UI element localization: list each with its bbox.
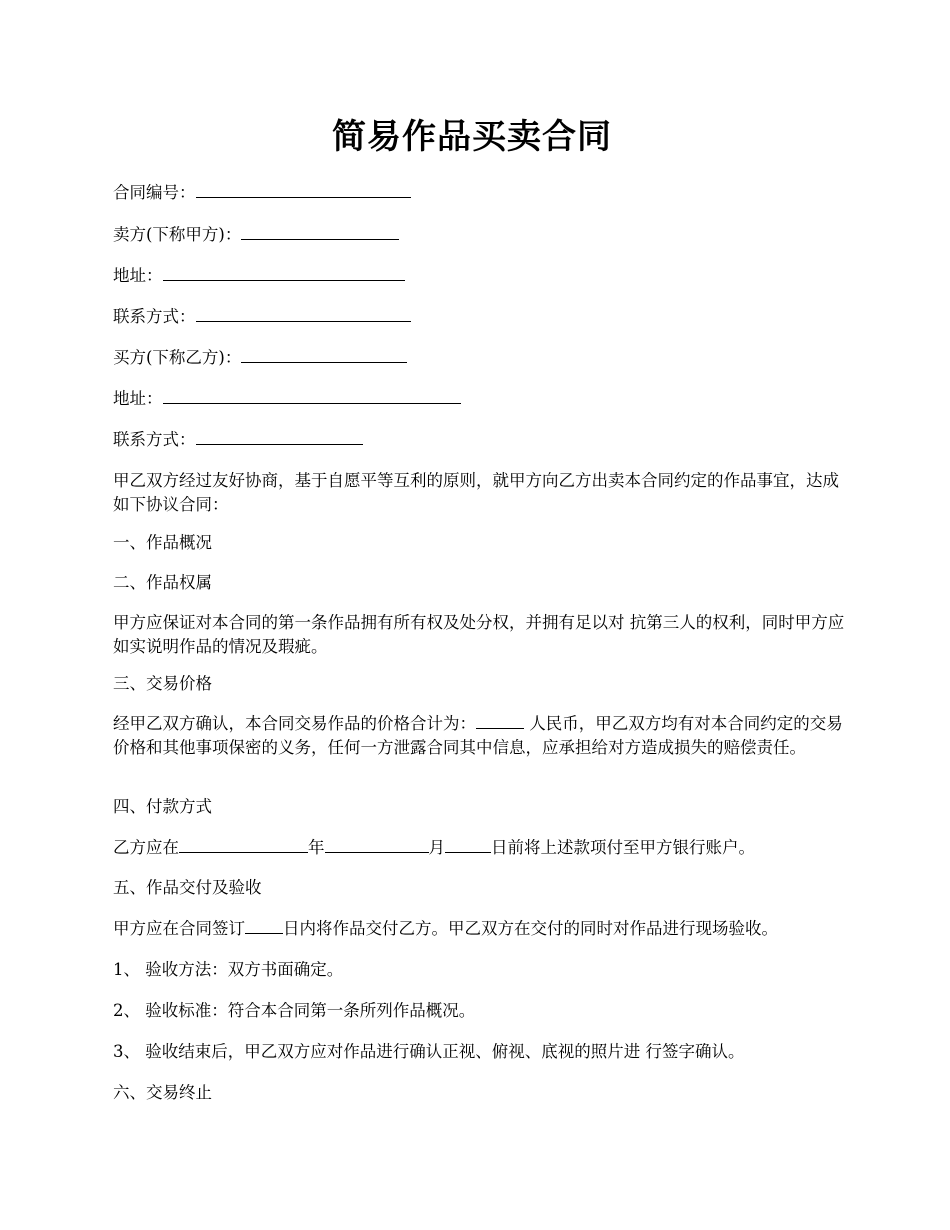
buyer-contact-label: 联系方式：	[113, 430, 196, 449]
section-2-paragraph: 甲方应保证对本合同的第一条作品拥有所有权及处分权，并拥有足以对 抗第三人的权利，同时甲方应如实说明作品的情况及瑕疵。	[113, 613, 845, 656]
section-2-heading: 二、作品权属	[113, 573, 212, 592]
seller-address-line	[113, 263, 405, 288]
buyer-address-blank	[163, 386, 461, 404]
payment-month-blank	[325, 835, 429, 853]
contract-number-line	[113, 180, 411, 205]
delivery-line	[113, 916, 778, 941]
intro-paragraph: 甲乙双方经过友好协商，基于自愿平等互利的原则，就甲方向乙方出卖本合同约定的作品事宜，达成如下协议合同：	[113, 471, 839, 514]
section-5-heading: 五、作品交付及验收	[113, 878, 262, 897]
price-text-end: 人民币，甲乙双方均有对本合同约定的交易价格和其他事项保密的义务，任何一方泄露合同其中信息，应承担给对方造成损失的赔偿责任。	[113, 714, 843, 757]
payment-line	[113, 835, 755, 860]
seller-contact-blank	[196, 304, 411, 322]
buyer-blank	[241, 345, 407, 363]
seller-address-label: 地址：	[113, 266, 163, 285]
buyer-contact-blank	[196, 427, 363, 445]
section-3-paragraph	[113, 711, 853, 760]
acceptance-item-3: 3、 验收结束后，甲乙双方应对作品进行确认正视、俯视、底视的照片进 行签字确认。	[113, 1042, 745, 1061]
buyer-line	[113, 345, 407, 370]
section-1-heading: 一、作品概况	[113, 533, 212, 552]
seller-label: 卖方(下称甲方)：	[113, 225, 242, 244]
price-blank	[476, 711, 524, 729]
section-3-heading: 三、交易价格	[113, 674, 212, 693]
contract-number-label: 合同编号：	[113, 183, 196, 202]
section-6-heading: 六、交易终止	[113, 1083, 212, 1102]
delivery-text-end: 日内将作品交付乙方。甲乙双方在交付的同时对作品进行现场验收。	[283, 919, 778, 938]
delivery-text-start: 甲方应在合同签订	[113, 919, 245, 938]
seller-blank	[241, 222, 399, 240]
section-4-heading: 四、付款方式	[113, 797, 212, 816]
payment-month-label: 月	[428, 838, 445, 857]
payment-text-start: 乙方应在	[113, 838, 179, 857]
payment-day-blank	[445, 835, 491, 853]
seller-contact-label: 联系方式：	[113, 307, 196, 326]
acceptance-item-1: 1、 验收方法：双方书面确定。	[113, 960, 344, 979]
document-title: 简易作品买卖合同	[332, 117, 612, 157]
payment-year-blank	[179, 835, 308, 853]
contract-number-blank	[196, 180, 411, 198]
seller-contact-line	[113, 304, 411, 329]
price-text-start: 经甲乙双方确认，本合同交易作品的价格合计为：	[113, 714, 476, 733]
seller-address-blank	[163, 263, 405, 281]
buyer-contact-line	[113, 427, 363, 452]
payment-year-label: 年	[308, 838, 325, 857]
delivery-days-blank	[245, 916, 283, 934]
buyer-label: 买方(下称乙方)：	[113, 348, 242, 367]
buyer-address-label: 地址：	[113, 389, 163, 408]
buyer-address-line	[113, 386, 461, 411]
acceptance-item-2: 2、 验收标准：符合本合同第一条所列作品概况。	[113, 1001, 476, 1020]
payment-text-end: 日前将上述款项付至甲方银行账户。	[491, 838, 755, 857]
seller-line	[113, 222, 399, 247]
